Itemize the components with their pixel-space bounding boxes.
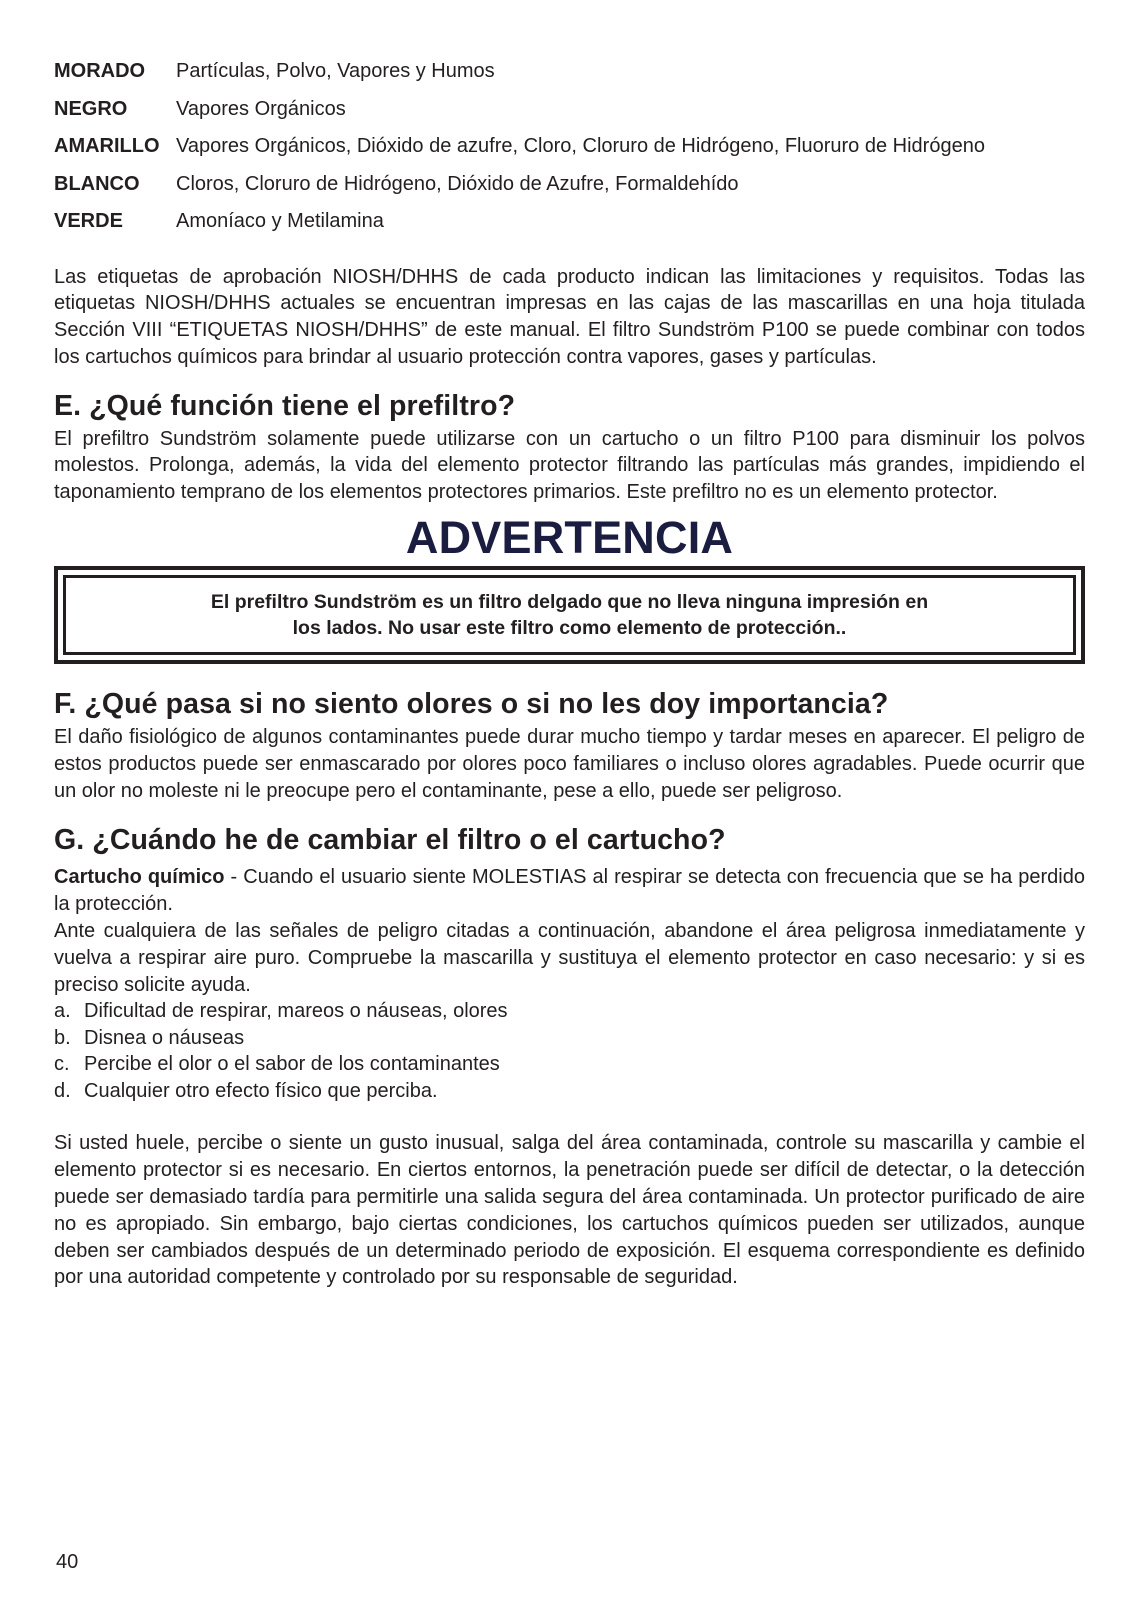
color-description: Cloros, Cloruro de Hidrógeno, Dióxido de Azufre, Formaldehído — [176, 172, 739, 195]
color-description: Vapores Orgánicos — [176, 97, 346, 120]
color-name: VERDE — [54, 210, 123, 232]
warning-title: ADVERTENCIA — [405, 512, 734, 564]
warning-line-1: El prefiltro Sundström es un filtro delgado que no lleva ninguna impresión en — [210, 591, 929, 614]
color-name: NEGRO — [54, 97, 128, 120]
section-e-heading: E. ¿Qué función tiene el prefiltro? — [54, 389, 516, 422]
color-name: BLANCO — [54, 172, 140, 195]
list-item — [54, 1078, 1085, 1105]
page-number: 40 — [56, 1551, 79, 1573]
warning-box — [54, 566, 1085, 664]
cartridge-label: Cartucho químico — [54, 866, 225, 889]
color-code-row — [54, 135, 1085, 173]
document-page — [54, 60, 1085, 1291]
cartridge-lead-text: - Cuando el usuario siente MOLESTIAS al respirar se detecta con frecuencia que se ha perdido la protección. — [54, 866, 1085, 916]
section-f-body: El daño fisiológico de algunos contaminantes puede durar mucho tiempo y tardar meses en aparecer. El peligro de estos productos puede ser enmascarado por olores poco familiares o incluso olores agradables. Puede ocurrir que un olor no moleste ni le preocupe pero el contaminante, pese a ello, puede ser peligroso. — [54, 726, 1085, 802]
danger-signs-list — [54, 998, 1085, 1104]
section-g-closing: Si usted huele, percibe o siente un gusto inusual, salga del área contaminada, controle su mascarilla y cambie el elemento protector si es necesario. En ciertos entornos, la penetración puede ser difícil de detectar, o la detección puede ser demasiado tardía para permitirle una salida segura del área contaminada. Un protector purificado de aire no es apropiado. Sin embargo, bajo ciertas condiciones, los cartuchos químicos pueden ser utilizados, aunque deben ser cambiados después de un determinado periodo de exposición. El esquema correspondiente es definido por una autoridad competente y controlado por su responsable de seguridad. — [54, 1132, 1085, 1289]
color-description: Vapores Orgánicos, Dióxido de azufre, Cloro, Cloruro de Hidrógeno, Fluoruro de Hidrógeno — [176, 135, 985, 157]
color-code-table — [54, 60, 1085, 248]
section-g-instructions: Ante cualquiera de las señales de peligro citadas a continuación, abandone el área peligrosa inmediatamente y vuelva a respirar aire puro. Compruebe la mascarilla y sustituya el elemento protector en caso necesario: y si es preciso solicite ayuda. — [54, 920, 1085, 996]
list-item — [54, 1025, 1085, 1052]
color-name: AMARILLO — [54, 135, 160, 157]
list-item-text: Cualquier otro efecto físico que perciba. — [84, 1079, 438, 1102]
list-item-text: Percibe el olor o el sabor de los contaminantes — [84, 1053, 500, 1076]
section-f-heading: F. ¿Qué pasa si no siento olores o si no les doy importancia? — [54, 688, 889, 721]
color-code-row — [54, 173, 1085, 211]
list-marker: b. — [54, 1026, 71, 1049]
warning-inner-frame — [63, 575, 1076, 655]
color-description: Partículas, Polvo, Vapores y Humos — [176, 60, 495, 82]
color-code-row — [54, 98, 1085, 136]
list-item-text: Disnea o náuseas — [84, 1026, 245, 1049]
section-e-body: El prefiltro Sundström solamente puede utilizarse con un cartucho o un filtro P100 para disminuir los polvos molestos. Prolonga, además, la vida del elemento protector filtrando las partículas más grandes, impidiendo el taponamiento temprano de los elementos protectores primarios. Este prefiltro no es un elemento protector. — [54, 427, 1085, 504]
color-code-row — [54, 210, 1085, 248]
list-marker: c. — [54, 1053, 70, 1076]
color-name: MORADO — [54, 60, 146, 82]
list-item — [54, 998, 1085, 1025]
intro-paragraph: Las etiquetas de aprobación NIOSH/DHHS de cada producto indican las limitaciones y requisitos. Todas las etiquetas NIOSH/DHHS actuales se encuentran impresas en las cajas de las mascarillas en una hoja titulada Sección VIII “ETIQUETAS NIOSH/DHHS” de este manual. El filtro Sundström P100 se puede combinar con todos los cartuchos químicos para brindar al usuario protección contra vapores, gases y partículas. — [54, 265, 1085, 368]
color-description: Amoníaco y Metilamina — [176, 210, 384, 232]
section-g-lead — [54, 864, 1085, 918]
section-g-heading: G. ¿Cuándo he de cambiar el filtro o el cartucho? — [54, 824, 726, 857]
list-marker: d. — [54, 1079, 71, 1102]
list-item — [54, 1051, 1085, 1078]
color-code-row — [54, 60, 1085, 98]
list-item-text: Dificultad de respirar, mareos o náuseas, olores — [84, 1000, 508, 1023]
list-marker: a. — [54, 1000, 71, 1023]
warning-line-2: los lados. No usar este filtro como elemento de protección.. — [292, 617, 847, 640]
